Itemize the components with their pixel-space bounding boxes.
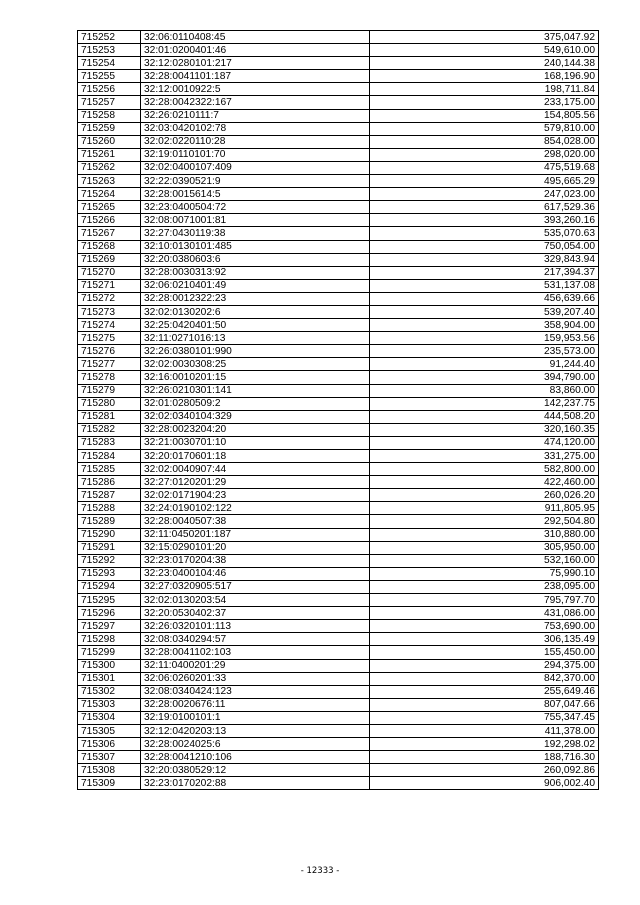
amount-cell: 431,086.00 <box>370 607 599 620</box>
table-row <box>78 738 599 751</box>
amount-cell: 393,260.16 <box>370 214 599 227</box>
cadastral-number-cell: 32:12:0280101:217 <box>141 57 370 70</box>
cadastral-number-cell: 32:12:0010922:5 <box>141 83 370 96</box>
table-row <box>78 711 599 724</box>
amount-cell: 260,026.20 <box>370 489 599 502</box>
table-row <box>78 319 599 332</box>
cadastral-number-cell: 32:25:0420401:50 <box>141 319 370 332</box>
amount-cell: 617,529.36 <box>370 201 599 214</box>
amount-cell: 539,207.40 <box>370 305 599 318</box>
cadastral-number-cell: 32:27:0320905:517 <box>141 580 370 593</box>
table-row <box>78 70 599 83</box>
table-row <box>78 410 599 423</box>
amount-cell: 535,070.63 <box>370 227 599 240</box>
record-id-cell: 715252 <box>78 31 141 44</box>
cadastral-number-cell: 32:26:0210301:141 <box>141 384 370 397</box>
cadastral-number-cell: 32:28:0042322:167 <box>141 96 370 109</box>
cadastral-number-cell: 32:02:0220110:28 <box>141 135 370 148</box>
cadastral-number-cell: 32:11:0271016:13 <box>141 332 370 345</box>
table-row <box>78 554 599 567</box>
table-row <box>78 502 599 515</box>
table-row <box>78 528 599 541</box>
record-id-cell: 715255 <box>78 70 141 83</box>
table-row <box>78 227 599 240</box>
amount-cell: 217,394.37 <box>370 266 599 279</box>
table-row <box>78 201 599 214</box>
record-id-cell: 715261 <box>78 148 141 161</box>
cadastral-number-cell: 32:08:0071001:81 <box>141 214 370 227</box>
table-body <box>78 31 599 790</box>
record-id-cell: 715278 <box>78 371 141 384</box>
table-row <box>78 240 599 253</box>
table-row <box>78 279 599 292</box>
amount-cell: 532,160.00 <box>370 554 599 567</box>
cadastral-number-cell: 32:28:0023204:20 <box>141 423 370 436</box>
page-number: - 12333 - <box>300 866 340 876</box>
amount-cell: 807,047.66 <box>370 698 599 711</box>
cadastral-number-cell: 32:28:0041102:103 <box>141 646 370 659</box>
cadastral-number-cell: 32:12:0420203:13 <box>141 724 370 737</box>
cadastral-number-cell: 32:16:0010201:15 <box>141 371 370 384</box>
cadastral-number-cell: 32:02:0130203:54 <box>141 594 370 607</box>
record-id-cell: 715285 <box>78 463 141 476</box>
cadastral-number-cell: 32:19:0100101:1 <box>141 711 370 724</box>
table-row <box>78 253 599 266</box>
table-row <box>78 397 599 410</box>
record-id-cell: 715300 <box>78 659 141 672</box>
record-id-cell: 715276 <box>78 345 141 358</box>
cadastral-number-cell: 32:08:0340424:123 <box>141 685 370 698</box>
cadastral-number-cell: 32:02:0340104:329 <box>141 410 370 423</box>
amount-cell: 394,790.00 <box>370 371 599 384</box>
record-id-cell: 715292 <box>78 554 141 567</box>
record-id-cell: 715309 <box>78 777 141 790</box>
amount-cell: 474,120.00 <box>370 436 599 449</box>
amount-cell: 255,649.46 <box>370 685 599 698</box>
amount-cell: 247,023.00 <box>370 188 599 201</box>
table-row <box>78 175 599 188</box>
cadastral-number-cell: 32:28:0030313:92 <box>141 266 370 279</box>
table-row <box>78 489 599 502</box>
table-row <box>78 96 599 109</box>
record-id-cell: 715284 <box>78 450 141 463</box>
cadastral-number-cell: 32:26:0320101:113 <box>141 620 370 633</box>
table-row <box>78 31 599 44</box>
record-id-cell: 715254 <box>78 57 141 70</box>
record-id-cell: 715290 <box>78 528 141 541</box>
record-id-cell: 715259 <box>78 122 141 135</box>
record-id-cell: 715264 <box>78 188 141 201</box>
amount-cell: 444,508.20 <box>370 410 599 423</box>
table-row <box>78 620 599 633</box>
record-id-cell: 715293 <box>78 567 141 580</box>
amount-cell: 579,810.00 <box>370 122 599 135</box>
record-id-cell: 715270 <box>78 266 141 279</box>
cadastral-number-cell: 32:27:0120201:29 <box>141 476 370 489</box>
record-id-cell: 715294 <box>78 580 141 593</box>
cadastral-number-cell: 32:08:0340294:57 <box>141 633 370 646</box>
record-id-cell: 715275 <box>78 332 141 345</box>
record-id-cell: 715279 <box>78 384 141 397</box>
amount-cell: 91,244.40 <box>370 358 599 371</box>
cadastral-number-cell: 32:02:0171904:23 <box>141 489 370 502</box>
cadastral-number-cell: 32:26:0210111:7 <box>141 109 370 122</box>
table-row <box>78 751 599 764</box>
table-row <box>78 777 599 790</box>
table-row <box>78 724 599 737</box>
cadastral-number-cell: 32:28:0041210:106 <box>141 751 370 764</box>
cadastral-number-cell: 32:20:0380603:6 <box>141 253 370 266</box>
table-row <box>78 109 599 122</box>
cadastral-number-cell: 32:26:0380101:990 <box>141 345 370 358</box>
record-id-cell: 715280 <box>78 397 141 410</box>
record-id-cell: 715282 <box>78 423 141 436</box>
table-row <box>78 384 599 397</box>
table-row <box>78 476 599 489</box>
amount-cell: 310,880.00 <box>370 528 599 541</box>
record-id-cell: 715301 <box>78 672 141 685</box>
amount-cell: 906,002.40 <box>370 777 599 790</box>
amount-cell: 911,805.95 <box>370 502 599 515</box>
cadastral-number-cell: 32:06:0260201:33 <box>141 672 370 685</box>
cadastral-number-cell: 32:02:0400107:409 <box>141 161 370 174</box>
amount-cell: 75,990.10 <box>370 567 599 580</box>
record-id-cell: 715305 <box>78 724 141 737</box>
record-id-cell: 715306 <box>78 738 141 751</box>
table-row <box>78 450 599 463</box>
record-id-cell: 715265 <box>78 201 141 214</box>
cadastral-number-cell: 32:20:0170601:18 <box>141 450 370 463</box>
cadastral-number-cell: 32:19:0110101:70 <box>141 148 370 161</box>
amount-cell: 306,135.49 <box>370 633 599 646</box>
table-row <box>78 672 599 685</box>
record-id-cell: 715274 <box>78 319 141 332</box>
cadastral-number-cell: 32:27:0430119:38 <box>141 227 370 240</box>
record-id-cell: 715269 <box>78 253 141 266</box>
record-id-cell: 715283 <box>78 436 141 449</box>
table-row <box>78 358 599 371</box>
record-id-cell: 715268 <box>78 240 141 253</box>
cadastral-number-cell: 32:23:0170204:38 <box>141 554 370 567</box>
record-id-cell: 715302 <box>78 685 141 698</box>
record-id-cell: 715286 <box>78 476 141 489</box>
cadastral-number-cell: 32:22:0390521:9 <box>141 175 370 188</box>
cadastral-number-cell: 32:20:0530402:37 <box>141 607 370 620</box>
record-id-cell: 715296 <box>78 607 141 620</box>
cadastral-number-cell: 32:23:0170202:88 <box>141 777 370 790</box>
cadastral-number-cell: 32:02:0040907:44 <box>141 463 370 476</box>
table-row <box>78 463 599 476</box>
record-id-cell: 715267 <box>78 227 141 240</box>
amount-cell: 260,092.86 <box>370 764 599 777</box>
record-id-cell: 715303 <box>78 698 141 711</box>
cadastral-number-cell: 32:23:0400504:72 <box>141 201 370 214</box>
record-id-cell: 715304 <box>78 711 141 724</box>
cadastral-number-cell: 32:10:0130101:485 <box>141 240 370 253</box>
amount-cell: 305,950.00 <box>370 541 599 554</box>
record-id-cell: 715287 <box>78 489 141 502</box>
amount-cell: 842,370.00 <box>370 672 599 685</box>
amount-cell: 198,711.84 <box>370 83 599 96</box>
table-row <box>78 44 599 57</box>
record-id-cell: 715289 <box>78 515 141 528</box>
table-row <box>78 567 599 580</box>
amount-cell: 755,347.45 <box>370 711 599 724</box>
amount-cell: 531,137.08 <box>370 279 599 292</box>
table-row <box>78 83 599 96</box>
cadastral-number-cell: 32:20:0380529:12 <box>141 764 370 777</box>
table-row <box>78 135 599 148</box>
record-id-cell: 715258 <box>78 109 141 122</box>
amount-cell: 358,904.00 <box>370 319 599 332</box>
record-id-cell: 715277 <box>78 358 141 371</box>
amount-cell: 233,175.00 <box>370 96 599 109</box>
table-row <box>78 541 599 554</box>
amount-cell: 292,504.80 <box>370 515 599 528</box>
data-table <box>77 30 599 790</box>
cadastral-number-cell: 32:28:0015614:5 <box>141 188 370 201</box>
amount-cell: 188,716.30 <box>370 751 599 764</box>
table-row <box>78 646 599 659</box>
record-id-cell: 715298 <box>78 633 141 646</box>
table-row <box>78 188 599 201</box>
amount-cell: 750,054.00 <box>370 240 599 253</box>
cadastral-number-cell: 32:24:0190102:122 <box>141 502 370 515</box>
cadastral-number-cell: 32:01:0200401:46 <box>141 44 370 57</box>
amount-cell: 155,450.00 <box>370 646 599 659</box>
record-id-cell: 715291 <box>78 541 141 554</box>
record-id-cell: 715297 <box>78 620 141 633</box>
cadastral-number-cell: 32:02:0030308:25 <box>141 358 370 371</box>
table-row <box>78 292 599 305</box>
amount-cell: 411,378.00 <box>370 724 599 737</box>
amount-cell: 142,237.75 <box>370 397 599 410</box>
amount-cell: 298,020.00 <box>370 148 599 161</box>
cadastral-number-cell: 32:23:0400104:46 <box>141 567 370 580</box>
amount-cell: 83,860.00 <box>370 384 599 397</box>
record-id-cell: 715263 <box>78 175 141 188</box>
record-id-cell: 715273 <box>78 305 141 318</box>
record-id-cell: 715266 <box>78 214 141 227</box>
cadastral-number-cell: 32:06:0210401:49 <box>141 279 370 292</box>
cadastral-number-cell: 32:11:0450201:187 <box>141 528 370 541</box>
table-row <box>78 594 599 607</box>
record-id-cell: 715295 <box>78 594 141 607</box>
table-row <box>78 148 599 161</box>
record-id-cell: 715262 <box>78 161 141 174</box>
amount-cell: 168,196.90 <box>370 70 599 83</box>
record-id-cell: 715260 <box>78 135 141 148</box>
amount-cell: 294,375.00 <box>370 659 599 672</box>
record-id-cell: 715308 <box>78 764 141 777</box>
amount-cell: 329,843.94 <box>370 253 599 266</box>
record-id-cell: 715307 <box>78 751 141 764</box>
amount-cell: 159,953.56 <box>370 332 599 345</box>
table-row <box>78 423 599 436</box>
table-row <box>78 122 599 135</box>
record-id-cell: 715271 <box>78 279 141 292</box>
amount-cell: 795,797.70 <box>370 594 599 607</box>
amount-cell: 475,519.68 <box>370 161 599 174</box>
record-id-cell: 715288 <box>78 502 141 515</box>
table-row <box>78 764 599 777</box>
table-row <box>78 371 599 384</box>
cadastral-number-cell: 32:06:0110408:45 <box>141 31 370 44</box>
cadastral-number-cell: 32:28:0041101:187 <box>141 70 370 83</box>
cadastral-number-cell: 32:03:0420102:78 <box>141 122 370 135</box>
record-id-cell: 715256 <box>78 83 141 96</box>
record-id-cell: 715257 <box>78 96 141 109</box>
amount-cell: 456,639.66 <box>370 292 599 305</box>
table-row <box>78 515 599 528</box>
amount-cell: 238,095.00 <box>370 580 599 593</box>
cadastral-number-cell: 32:02:0130202:6 <box>141 305 370 318</box>
table-row <box>78 345 599 358</box>
record-id-cell: 715299 <box>78 646 141 659</box>
amount-cell: 495,665.29 <box>370 175 599 188</box>
amount-cell: 320,160.35 <box>370 423 599 436</box>
amount-cell: 240,144.38 <box>370 57 599 70</box>
amount-cell: 375,047.92 <box>370 31 599 44</box>
table-row <box>78 214 599 227</box>
record-id-cell: 715253 <box>78 44 141 57</box>
table-row <box>78 266 599 279</box>
cadastral-number-cell: 32:28:0012322:23 <box>141 292 370 305</box>
table-row <box>78 607 599 620</box>
record-id-cell: 715272 <box>78 292 141 305</box>
amount-cell: 422,460.00 <box>370 476 599 489</box>
amount-cell: 154,805.56 <box>370 109 599 122</box>
cadastral-number-cell: 32:28:0040507:38 <box>141 515 370 528</box>
amount-cell: 753,690.00 <box>370 620 599 633</box>
table-row <box>78 580 599 593</box>
record-id-cell: 715281 <box>78 410 141 423</box>
table-row <box>78 659 599 672</box>
table-row <box>78 305 599 318</box>
table-row <box>78 685 599 698</box>
amount-cell: 854,028.00 <box>370 135 599 148</box>
cadastral-number-cell: 32:28:0024025:6 <box>141 738 370 751</box>
table-row <box>78 633 599 646</box>
amount-cell: 235,573.00 <box>370 345 599 358</box>
cadastral-number-cell: 32:28:0020676:11 <box>141 698 370 711</box>
table-row <box>78 332 599 345</box>
cadastral-number-cell: 32:01:0280509:2 <box>141 397 370 410</box>
table-row <box>78 57 599 70</box>
amount-cell: 582,800.00 <box>370 463 599 476</box>
table-row <box>78 161 599 174</box>
cadastral-number-cell: 32:11:0400201:29 <box>141 659 370 672</box>
amount-cell: 549,610.00 <box>370 44 599 57</box>
amount-cell: 331,275.00 <box>370 450 599 463</box>
table-row <box>78 698 599 711</box>
cadastral-number-cell: 32:21:0030701:10 <box>141 436 370 449</box>
amount-cell: 192,298.02 <box>370 738 599 751</box>
table-row <box>78 436 599 449</box>
cadastral-number-cell: 32:15:0290101:20 <box>141 541 370 554</box>
